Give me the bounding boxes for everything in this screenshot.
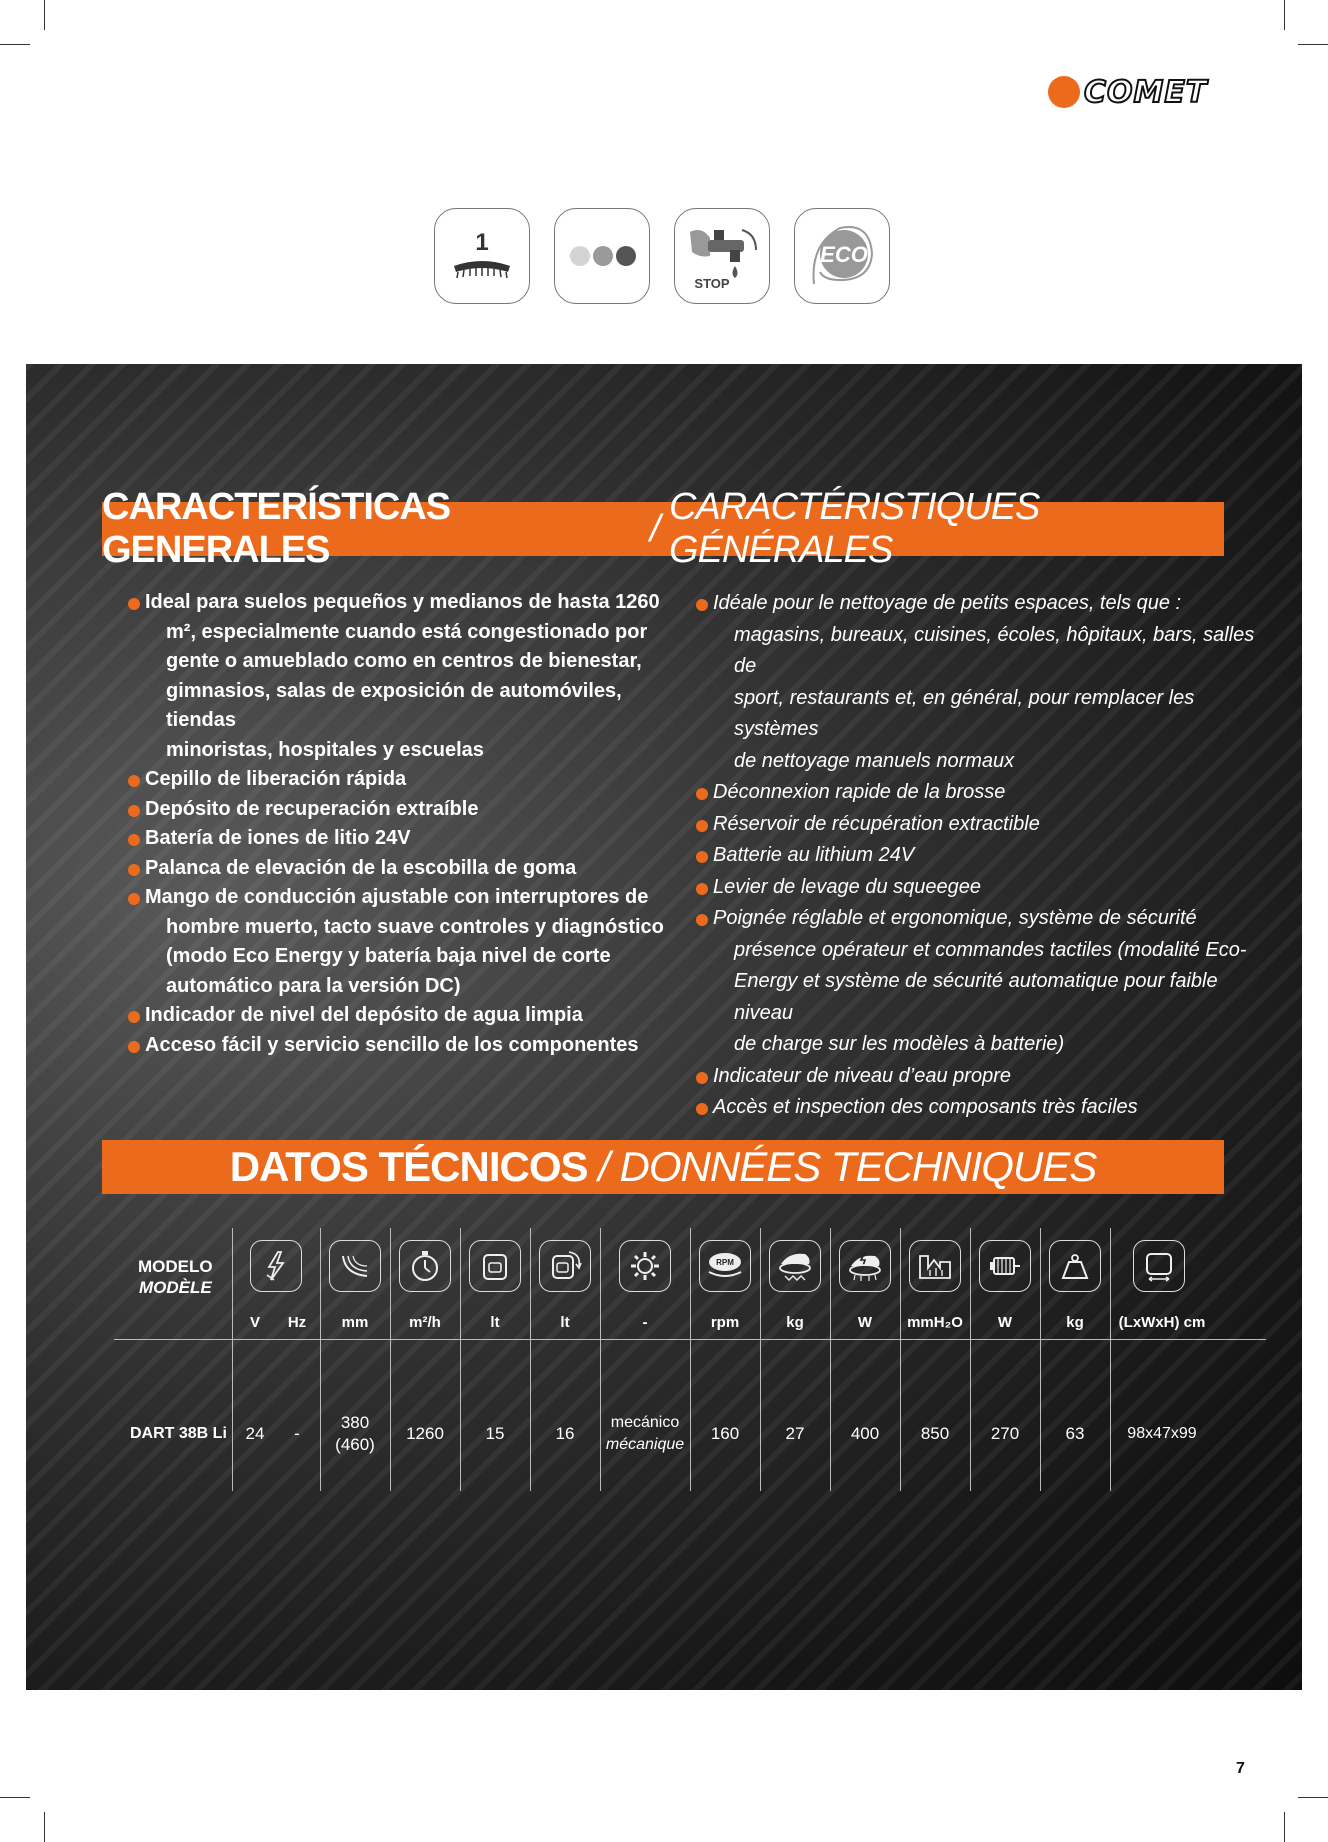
crop-mark [1284, 0, 1285, 30]
table-cell: 270 [990, 1424, 1020, 1443]
unit-label: W [857, 1314, 873, 1331]
list-item-line: Accès et inspection des composants très faciles [713, 1096, 1138, 1118]
table-cell: 1260 [406, 1424, 444, 1443]
list-item-line: Déconnexion rapide de la brosse [713, 781, 1006, 803]
list-item-line: automático para la versión DC) [166, 974, 461, 997]
eco-icon [794, 208, 890, 304]
list-item-line: Batterie au lithium 24V [713, 844, 915, 866]
crop-mark [1298, 44, 1328, 45]
vacuum-motor-power-icon [979, 1240, 1031, 1292]
list-item-line: m², especialmente cuando está congestionado por [166, 620, 648, 643]
list-item-line: Acceso fácil y servicio sencillo de los componentes [145, 1033, 639, 1056]
list-item-line: de nettoyage manuels normaux [734, 749, 1015, 772]
list-item-line: de charge sur les modèles à batterie) [734, 1033, 1065, 1055]
list-item-line: Energy et système de sécurité automatique pour faible niveau [734, 970, 1218, 1024]
heading-fr: CARACTÉRISTIQUES GÉNÉRALES [669, 486, 1040, 571]
list-item-line: Cepillo de liberación rápida [145, 768, 407, 790]
rpm-icon-label: RPM [716, 1258, 734, 1267]
heading-separator: / [587, 1143, 620, 1190]
recovery-tank-icon [539, 1240, 591, 1292]
list-item-line: Depósito de recuperación extraíble [145, 797, 479, 820]
weight-icon [1049, 1240, 1101, 1292]
column-divider [320, 1228, 321, 1491]
list-item-line: gimnasios, salas de exposición de automóviles, tiendas [166, 679, 622, 731]
page-number: 7 [1236, 1760, 1245, 1777]
list-item-line: Mango de conducción ajustable con interruptores de [145, 886, 649, 908]
column-divider [690, 1228, 691, 1491]
unit-label: mm [341, 1314, 369, 1331]
heading-fr: DONNÉES TECHNIQUES [619, 1143, 1097, 1190]
logo-dot [1048, 76, 1080, 108]
column-divider [232, 1228, 233, 1491]
comet-logo [1048, 74, 1228, 114]
table-cell: 16 [555, 1424, 575, 1443]
column-divider [460, 1228, 461, 1491]
crop-mark [0, 44, 30, 45]
unit-label: Hz [287, 1314, 307, 1331]
dark-panel [26, 364, 1302, 1690]
brush-rpm-icon [699, 1240, 751, 1292]
crop-mark [44, 0, 45, 30]
column-divider [830, 1228, 831, 1491]
table-cell: 63 [1065, 1424, 1085, 1443]
crop-mark [1284, 1812, 1285, 1842]
column-divider [600, 1228, 601, 1491]
unit-label: W [997, 1314, 1013, 1331]
cell-line: mécanique [605, 1436, 685, 1453]
cell-line: 380 [340, 1413, 370, 1432]
stop-label: STOP [694, 276, 730, 291]
list-item-line: hombre muerto, tacto suave controles y diagnóstico [166, 915, 664, 938]
unit-label: lt [560, 1314, 570, 1331]
cell-line: (460) [335, 1435, 375, 1454]
one-brush-icon [434, 208, 530, 304]
list-item-line: Poignée réglable et ergonomique, système de sécurité [713, 907, 1197, 929]
table-cell: 98x47x99 [1127, 1425, 1197, 1442]
unit-label: rpm [710, 1314, 740, 1331]
technical-table [26, 364, 1302, 1690]
productivity-timer-icon [399, 1240, 451, 1292]
table-cell: - [294, 1424, 300, 1443]
unit-label: lt [490, 1314, 500, 1331]
list-item-line: minoristas, hospitales y escuelas [166, 738, 484, 761]
list-item-line: sport, restaurants et, en général, pour remplacer les systèmes [734, 686, 1195, 740]
list-item-line: Ideal para suelos pequeños y medianos de hasta 1260 [145, 591, 660, 613]
heading-separator: / [640, 507, 670, 550]
heading-es: DATOS TÉCNICOS [229, 1143, 588, 1190]
unit-label: - [642, 1314, 648, 1331]
model-name: DART 38B Li [130, 1425, 227, 1442]
crop-mark [1298, 1797, 1328, 1798]
table-cell [335, 1412, 375, 1456]
unit-label: mmH₂O [907, 1314, 963, 1331]
crop-mark [0, 1797, 30, 1798]
unit-label: kg [786, 1314, 804, 1331]
table-cell [606, 1412, 684, 1456]
voltage-icon [250, 1240, 302, 1292]
one-brush-label: 1 [475, 229, 489, 256]
unit-label: m²/h [409, 1314, 441, 1331]
column-divider [900, 1228, 901, 1491]
column-divider [1110, 1228, 1111, 1491]
header-divider [114, 1339, 1266, 1340]
column-divider [1040, 1228, 1041, 1491]
heading-es: CARACTERÍSTICAS GENERALES [102, 486, 451, 571]
list-item-line: gente o amueblado como en centros de bienestar, [166, 650, 642, 672]
table-cell: 24 [245, 1424, 265, 1443]
unit-label: kg [1066, 1314, 1084, 1331]
feature-icons [434, 208, 890, 304]
list-item-line: présence opérateur et commandes tactiles (modalité Eco- [734, 938, 1247, 961]
column-divider [970, 1228, 971, 1491]
traction-gear-icon [619, 1240, 671, 1292]
table-cell: 27 [785, 1424, 805, 1443]
column-divider [760, 1228, 761, 1491]
cell-line: mecánico [610, 1414, 680, 1431]
crop-mark [44, 1812, 45, 1842]
list-item-line: Indicador de nivel del depósito de agua limpia [145, 1004, 583, 1026]
list-item-line: Palanca de elevación de la escobilla de goma [145, 856, 577, 879]
brush-width-icon [329, 1240, 381, 1292]
vacuum-suction-icon [909, 1240, 961, 1292]
list-item-line: Indicateur de niveau d’eau propre [713, 1064, 1011, 1087]
column-divider [530, 1228, 531, 1491]
column-divider [390, 1228, 391, 1491]
brush-motor-power-icon [839, 1240, 891, 1292]
list-item-line: (modo Eco Energy y batería baja nivel de corte [166, 945, 611, 967]
logo-text: COMET [1084, 75, 1208, 110]
unit-label: V [249, 1314, 261, 1331]
table-cell: 400 [850, 1424, 880, 1443]
three-dots-icon [554, 208, 650, 304]
list-item-line: Réservoir de récupération extractible [713, 812, 1040, 835]
brush-pressure-icon [769, 1240, 821, 1292]
dimensions-icon [1133, 1240, 1185, 1292]
model-column-header [138, 1256, 213, 1298]
table-cell: 15 [485, 1424, 505, 1443]
list-item-line: Batería de iones de litio 24V [145, 827, 411, 849]
water-stop-icon [674, 208, 770, 304]
table-cell: 160 [710, 1424, 740, 1443]
unit-label: (LxWxH) cm [1118, 1314, 1206, 1331]
list-item-line: Levier de levage du squeegee [713, 875, 981, 898]
list-item-line: magasins, bureaux, cuisines, écoles, hôpitaux, bars, salles de [734, 623, 1255, 677]
clean-water-tank-icon [469, 1240, 521, 1292]
table-cell: 850 [920, 1424, 950, 1443]
list-item-line: Idéale pour le nettoyage de petits espaces, tels que : [713, 592, 1182, 614]
eco-label: ECO [820, 242, 868, 267]
model-label-es: MODELO [138, 1257, 213, 1276]
model-label-fr: MODÈLE [138, 1278, 212, 1297]
